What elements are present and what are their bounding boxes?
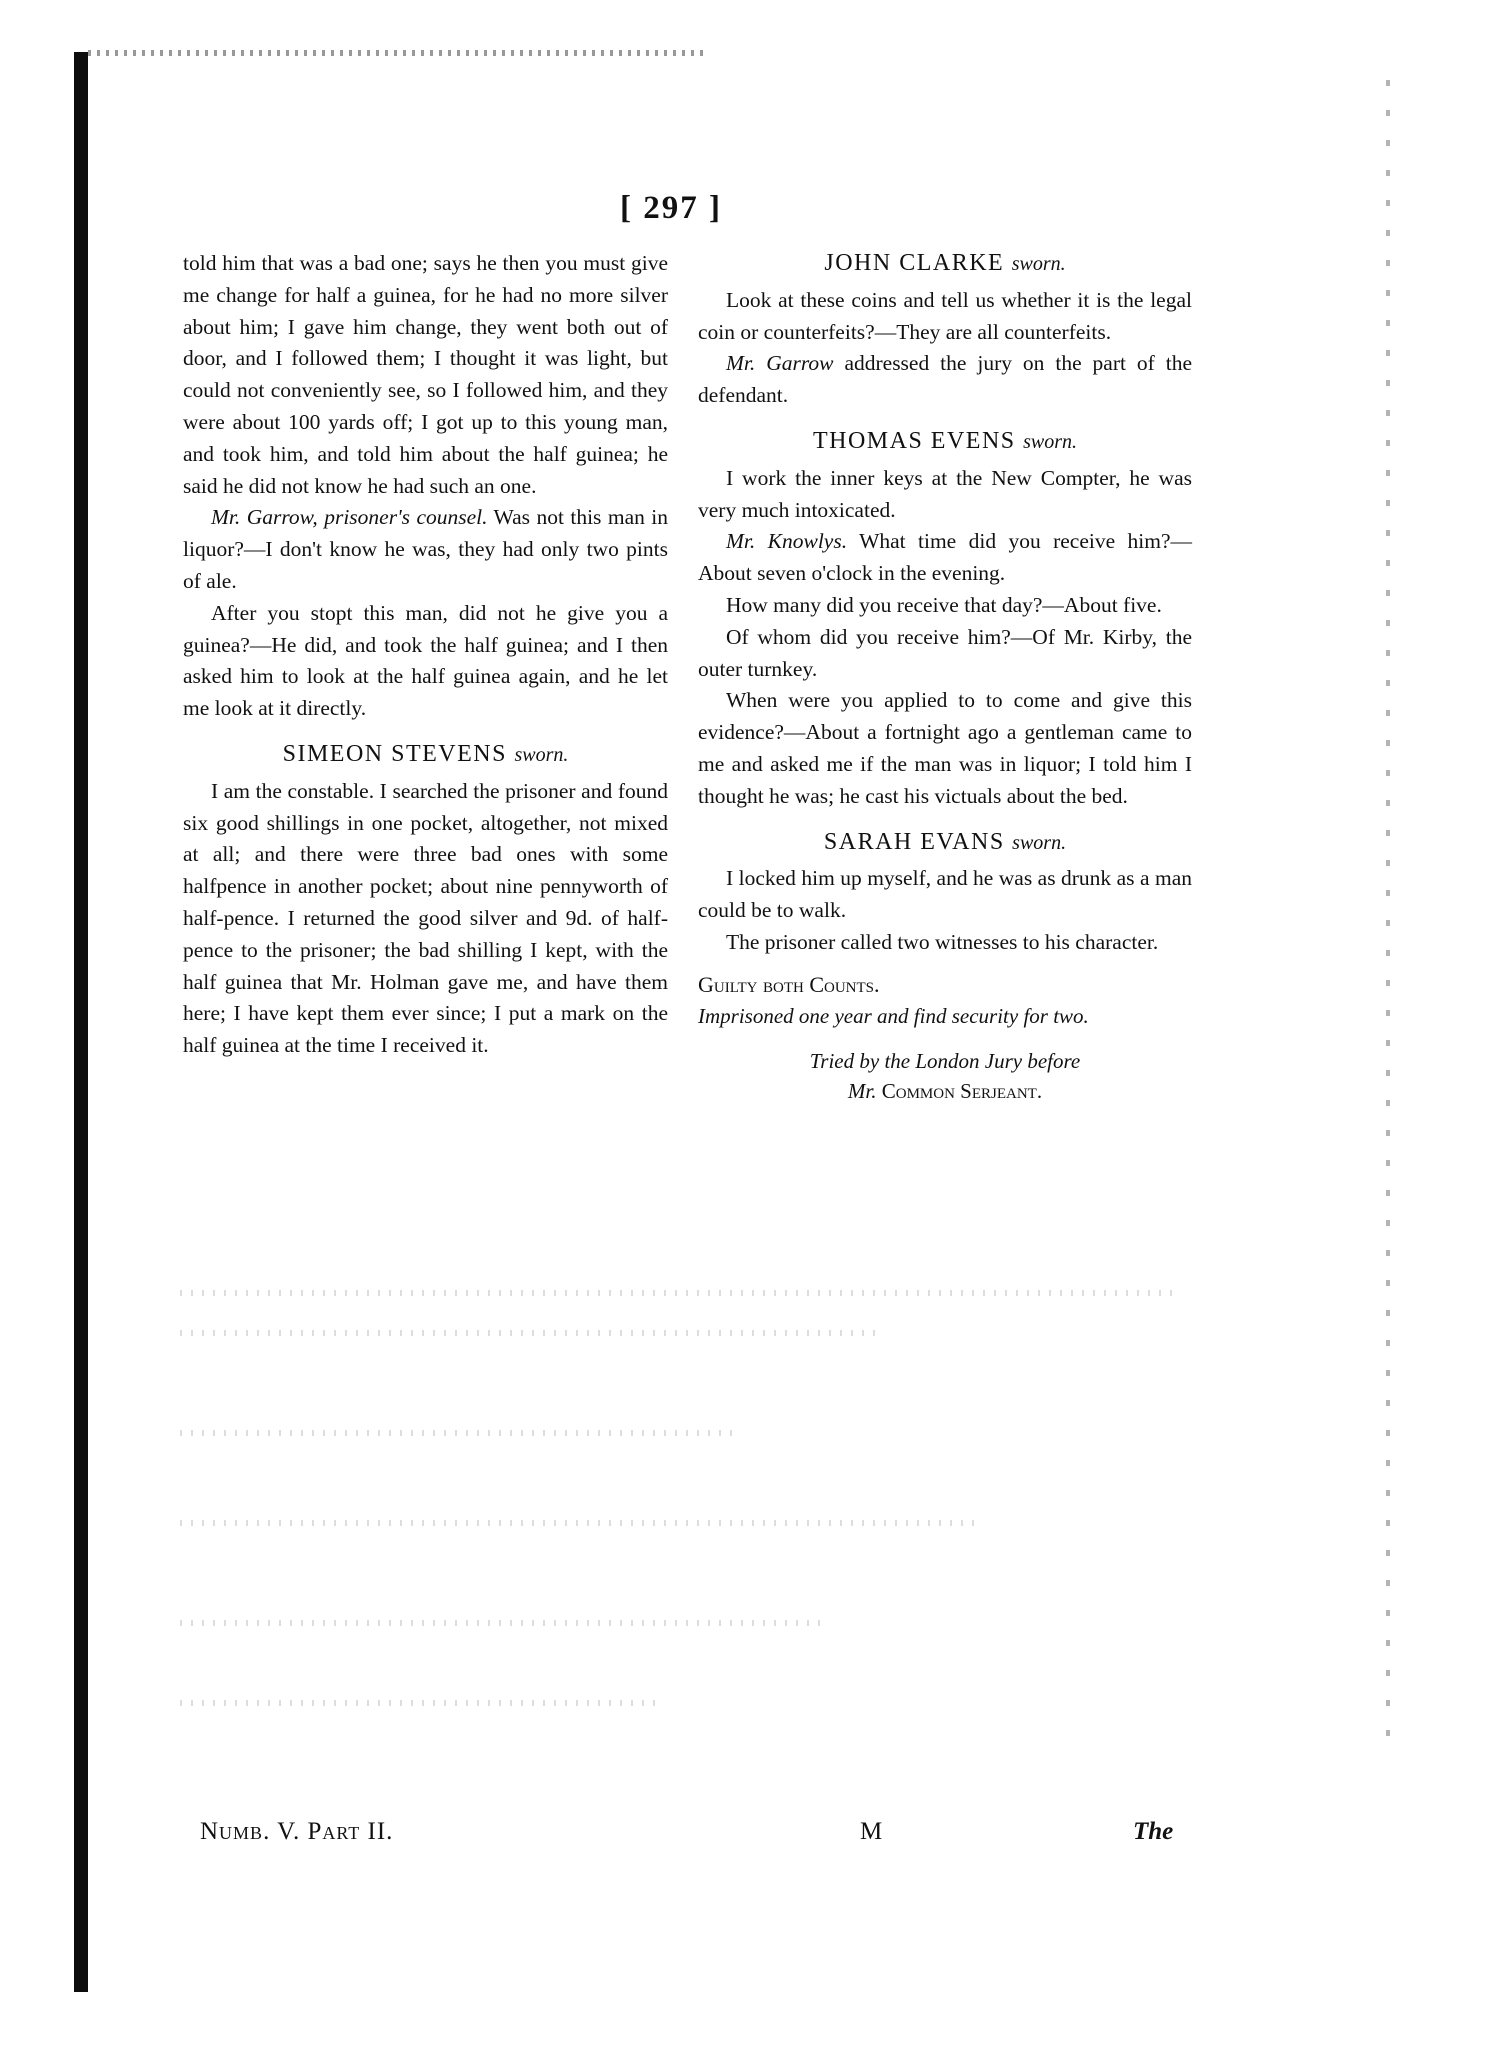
paragraph-counsel-address	[698, 348, 1192, 412]
paragraph: I work the inner keys at the New Compter, he was very much intoxicated.	[698, 465, 1192, 522]
paragraph: After you stopt this man, did not he give you a guinea?—He did, and took the half guinea; and I then asked him to look at the half guinea again, and he let me look at it directly.	[183, 600, 668, 721]
sworn-label: sworn.	[1011, 253, 1066, 275]
paragraph: When were you applied to to come and give this evidence?—About a fortnight ago a gentleman came to me and asked me if the man was in liquor; I told him I thought he was; he cast his victuals about the bed.	[698, 688, 1192, 808]
witness-name: SIMEON STEVENS	[282, 740, 507, 767]
trial-note-judge: Common Serjeant.	[876, 1079, 1043, 1104]
witness-heading	[698, 426, 1192, 459]
paragraph: I locked him up myself, and he was as drunk as a man could be to walk.	[698, 866, 1192, 923]
speaker-label: Mr. Garrow, prisoner's counsel.	[211, 505, 488, 530]
page-number: [ 297 ]	[620, 190, 722, 226]
left-column	[183, 248, 668, 1062]
witness-heading	[183, 739, 668, 772]
speaker-label: Mr. Garrow	[726, 351, 834, 376]
speaker-label: Mr. Knowlys.	[726, 529, 848, 554]
paragraph-text: Was not this man in liquor?—I don't know he was, they had only two pints of ale.	[183, 505, 669, 593]
sentence: Imprisoned one year and find security for two.	[698, 1003, 1089, 1028]
sworn-label: sworn.	[514, 743, 569, 766]
bleed-through-line	[180, 1430, 740, 1436]
page-right-edge-marks	[1386, 80, 1390, 1740]
trial-note-line: Tried by the London Jury before	[809, 1049, 1081, 1074]
paragraph-counsel-question	[183, 502, 668, 597]
bleed-through-line	[180, 1620, 820, 1626]
trial-note	[698, 1046, 1192, 1106]
bleed-through-line	[180, 1330, 880, 1336]
paragraph-counsel-question	[698, 526, 1192, 590]
witness-heading	[698, 248, 1192, 281]
catchword: The	[1133, 1818, 1174, 1845]
paragraph-continued: told him that was a bad one; says he then you must give me change for half a guinea, for he had no more silver about him; I gave him change, they went both out of door, and I followed them; I thought it was light, but could not conveniently see, so I followed him, and they were about 100 yards off; I got up to this young man, and took him, and told him about the half guinea; he said he did not know he had such an one.	[183, 251, 668, 498]
paragraph: Look at these coins and tell us whether it is the legal coin or counterfeits?—They are all counterfeits.	[698, 287, 1192, 344]
witness-name: JOHN CLARKE	[824, 250, 1005, 276]
paragraph: How many did you receive that day?—About five.	[726, 592, 1162, 617]
trial-note-prefix: Mr.	[847, 1079, 877, 1104]
witness-name: THOMAS EVENS	[812, 427, 1016, 454]
binding-shadow	[74, 52, 88, 1992]
sworn-label: sworn.	[1023, 430, 1078, 453]
paragraph-text: addressed the jury on the part of the defendant.	[698, 351, 1192, 408]
bleed-through-line	[180, 1290, 1180, 1296]
sworn-label: sworn.	[1012, 831, 1067, 854]
witness-name: SARAH EVANS	[823, 828, 1005, 855]
witness-heading	[698, 827, 1192, 860]
bleed-through-line	[180, 1700, 660, 1706]
verdict: Guilty both Counts.	[698, 971, 880, 997]
paragraph-text: What time did you receive him?—About seven o'clock in the evening.	[698, 529, 1192, 586]
bleed-through-line	[180, 1520, 980, 1526]
page-top-edge	[88, 50, 708, 56]
sheet-mark: M	[860, 1818, 883, 1845]
trial-note-line	[698, 1076, 1192, 1106]
signature-mark: Numb. V. Part II.	[200, 1818, 394, 1845]
right-column	[698, 248, 1192, 1106]
paragraph: Of whom did you receive him?—Of Mr. Kirby, the outer turnkey.	[698, 624, 1192, 681]
paragraph: The prisoner called two witnesses to his character.	[726, 929, 1159, 954]
paragraph: I am the constable. I searched the prisoner and found six good shillings in one pocket, altogether, not mixed at all; and there were three bad ones with some halfpence in another pocket; about nine pennyworth of half-pence. I returned the good silver and 9d. of half-pence to the prisoner; the bad shilling I kept, with the half guinea that Mr. Holman gave me, and have them here; I have kept them ever since; I put a mark on the half guinea at the time I received it.	[183, 778, 668, 1058]
